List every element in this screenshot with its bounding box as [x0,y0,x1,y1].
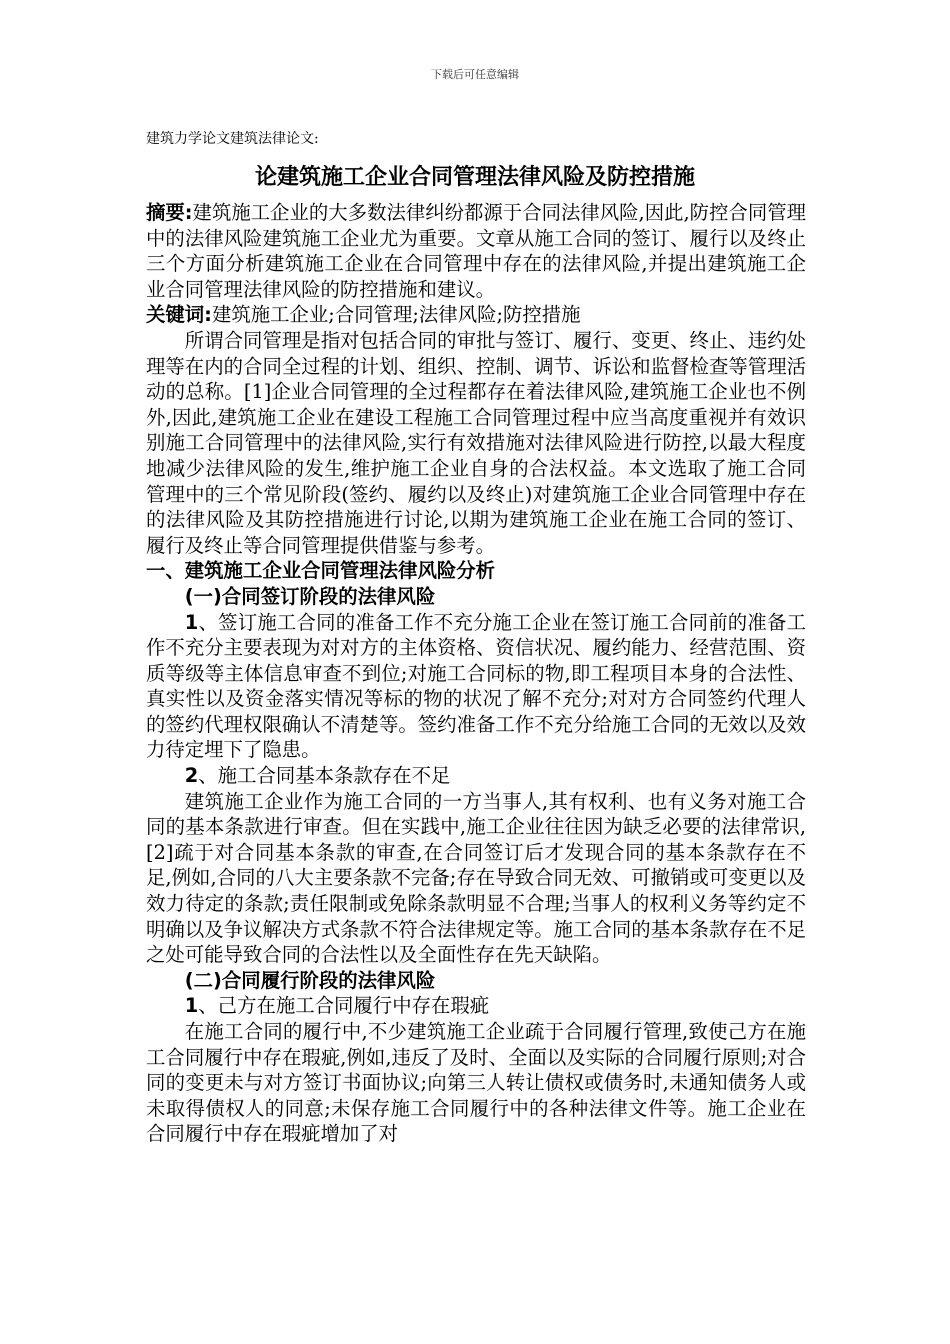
abstract-paragraph [146,200,806,302]
document-body [146,200,806,1147]
abstract-text: 建筑施工企业的大多数法律纠纷都源于合同法律风险,因此,防控合同管理中的法律风险建筑施工企业尤为重要。文章从施工合同的签订、履行以及终止三个方面分析建筑施工企业在合同管理中存在的法律风险,并提出建筑施工企业合同管理法律风险的防控措施和建议。 [146,201,806,301]
section1-heading: 一、建筑施工企业合同管理法律风险分析 [146,559,496,583]
item-text: 、签订施工合同的准备工作不充分施工企业在签订施工合同前的准备工作不充分主要表现为对对方的主体资格、资信状况、履约能力、经营范围、资质等级等主体信息审查不到位;对施工合同标的物,即工程项目本身的合法性、真实性以及资金落实情况等标的物的状况了解不充分;对对方合同签约代理人的签约代理权限确认不清楚等。签约准备工作不充分给施工合同的无效以及效力待定埋下了隐患。 [146,610,806,762]
item-heading: 、施工合同基本条款存在不足 [198,764,451,788]
keywords-text: 建筑施工企业;合同管理;法律风险;防控措施 [211,303,581,327]
section1-sub2-heading: (二)合同履行阶段的法律风险 [184,968,436,992]
section1-sub2-item1-heading [146,993,806,1019]
item-number: 1 [184,994,199,1018]
abstract-label: 摘要: [146,201,193,224]
item-number: 2 [184,764,199,788]
item-number: 1 [184,610,199,634]
keywords-paragraph [146,302,806,328]
keywords-label: 关键词: [146,303,212,327]
section1-sub2-item1-text: 在施工合同的履行中,不少建筑施工企业疏于合同履行管理,致使己方在施工合同履行中存在瑕疵,例如,违反了及时、全面以及实际的合同履行原则;对合同的变更未与对方签订书面协议;向第三人转让债权或债务时,未通知债务人或未取得债权人的同意;未保存施工合同履行中的各种法律文件等。施工企业在合同履行中存在瑕疵增加了对 [146,1020,806,1146]
document-title: 论建筑施工企业合同管理法律风险及防控措施 [254,165,695,190]
page-header: 下载后可任意编辑 [431,68,519,81]
section1-sub1-heading: (一)合同签订阶段的法律风险 [184,584,436,608]
item-heading: 、己方在施工合同履行中存在瑕疵 [198,994,490,1018]
section1-sub1-item2-text: 建筑施工企业作为施工合同的一方当事人,其有权利、也有义务对施工合同的基本条款进行审查。但在实践中,施工企业往往因为缺乏必要的法律常识,[2]疏于对合同基本条款的审查,在合同签订后才发现合同的基本条款存在不足,例如,合同的八大主要条款不完备;存在导致合同无效、可撤销或可变更以及效力待定的条款;责任限制或免除条款明显不合理;当事人的权利义务等约定不明确以及争议解决方式条款不符合法律规定等。施工合同的基本条款存在不足之处可能导致合同的合法性以及全面性存在先天缺陷。 [146,789,806,967]
intro-paragraph: 所谓合同管理是指对包括合同的审批与签订、履行、变更、终止、违约处理等在内的合同全过程的计划、组织、控制、调节、诉讼和监督检查等管理活动的总称。[1]企业合同管理的全过程都存在着法律风险,建筑施工企业也不例外,因此,建筑施工企业在建设工程施工合同管理过程中应当高度重视并有效识别施工合同管理中的法律风险,实行有效措施对法律风险进行防控,以最大程度地减少法律风险的发生,维护施工企业自身的合法权益。本文选取了施工合同管理中的三个常见阶段(签约、履约以及终止)对建筑施工企业合同管理中存在的法律风险及其防控措施进行讨论,以期为建筑施工企业在施工合同的签订、履行及终止等合同管理提供借鉴与参考。 [146,328,806,557]
subject-line: 建筑力学论文建筑法律论文: [146,131,319,147]
section1-sub1-item1 [146,610,806,764]
section1-sub1-item2-heading [146,763,806,789]
